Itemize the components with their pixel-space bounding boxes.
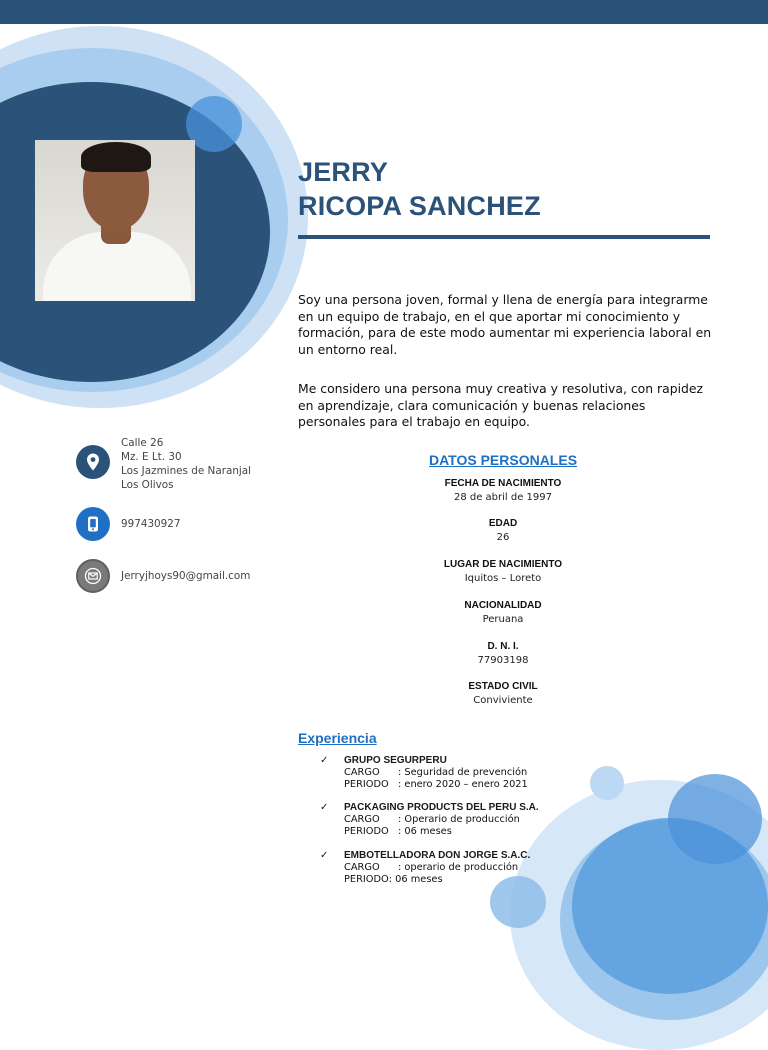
field-dni <box>298 640 708 668</box>
location-pin-icon <box>76 445 110 479</box>
check-icon: ✓ <box>320 802 329 813</box>
field-edad <box>298 517 708 545</box>
name-divider <box>298 235 710 239</box>
job-entry <box>320 755 580 795</box>
periodo-key: PERIODO <box>344 826 389 837</box>
cargo-key: CARGO <box>344 814 380 825</box>
job-company: EMBOTELLADORA DON JORGE S.A.C. <box>344 850 531 861</box>
field-estado-civil <box>298 680 708 708</box>
first-name: JERRY <box>298 157 389 187</box>
job-cargo <box>344 862 518 874</box>
job-entry <box>320 850 580 890</box>
job-company: GRUPO SEGURPERU <box>344 755 447 766</box>
decor-circle-tiny <box>590 766 624 800</box>
field-value: 26 <box>496 532 510 543</box>
field-label: ESTADO CIVIL <box>468 681 538 692</box>
phone-icon <box>76 507 110 541</box>
field-label: D. N. I. <box>487 641 519 652</box>
field-nacionalidad <box>298 599 708 627</box>
job-periodo <box>344 874 443 886</box>
phone-number: 997430927 <box>121 518 181 530</box>
periodo-value: : 06 meses <box>388 874 443 885</box>
field-label: EDAD <box>488 518 518 529</box>
field-label: NACIONALIDAD <box>464 600 542 611</box>
profile-photo <box>35 140 195 301</box>
candidate-name <box>298 155 541 223</box>
cargo-key: CARGO <box>344 767 380 778</box>
field-value: Peruana <box>482 614 524 625</box>
email-address: Jerryjhoys90@gmail.com <box>121 570 251 582</box>
top-header-bar <box>0 0 768 24</box>
cargo-value: : Operario de producción <box>398 814 520 825</box>
field-label: LUGAR DE NACIMIENTO <box>443 559 563 570</box>
job-cargo <box>344 814 520 826</box>
address-line-3: Los Jazmines de Naranjal <box>121 465 252 477</box>
about-paragraph-1: Soy una persona joven, formal y llena de energía para integrarme en un equipo de trabajo, en el que aportar mi conocimiento y formación, para de este modo aumentar mi experiencia laboral en un entorno real. <box>298 292 712 357</box>
periodo-value: : 06 meses <box>398 826 452 837</box>
periodo-key: PERIODO <box>344 779 389 790</box>
datos-personales-title: DATOS PERSONALES <box>428 452 578 468</box>
address-line-4: Los Olivos <box>121 479 174 491</box>
periodo-value: : enero 2020 – enero 2021 <box>398 779 528 790</box>
field-value: Iquitos – Loreto <box>464 573 542 584</box>
check-icon: ✓ <box>320 755 329 766</box>
job-company: PACKAGING PRODUCTS DEL PERU S.A. <box>344 802 539 813</box>
address-block <box>121 436 251 492</box>
decor-circle-top-right <box>668 774 762 864</box>
job-periodo <box>344 779 528 791</box>
job-cargo <box>344 767 527 779</box>
job-periodo <box>344 826 452 838</box>
last-name: RICOPA SANCHEZ <box>298 191 541 221</box>
cargo-key: CARGO <box>344 862 380 873</box>
email-icon <box>76 559 110 593</box>
address-line-1: Calle 26 <box>121 437 164 449</box>
field-lugar-nacimiento <box>298 558 708 586</box>
field-label: FECHA DE NACIMIENTO <box>444 478 562 489</box>
periodo-key: PERIODO <box>344 874 389 885</box>
cargo-value: : Seguridad de prevención <box>398 767 528 778</box>
cargo-value: : operario de producción <box>398 862 519 873</box>
about-paragraph-2: Me considero una persona muy creativa y resolutiva, con rapidez en aprendizaje, clara comunicación y buenas relaciones personales para el trabajo en equipo. <box>298 381 704 430</box>
field-value: 28 de abril de 1997 <box>453 492 553 503</box>
check-icon: ✓ <box>320 850 329 861</box>
field-value: 77903198 <box>477 655 529 666</box>
field-value: Conviviente <box>473 695 533 706</box>
photo-hair <box>81 142 151 172</box>
experiencia-title: Experiencia <box>298 730 377 746</box>
address-line-2: Mz. E Lt. 30 <box>121 451 182 463</box>
field-fecha-nacimiento <box>298 477 708 505</box>
job-entry <box>320 802 580 842</box>
